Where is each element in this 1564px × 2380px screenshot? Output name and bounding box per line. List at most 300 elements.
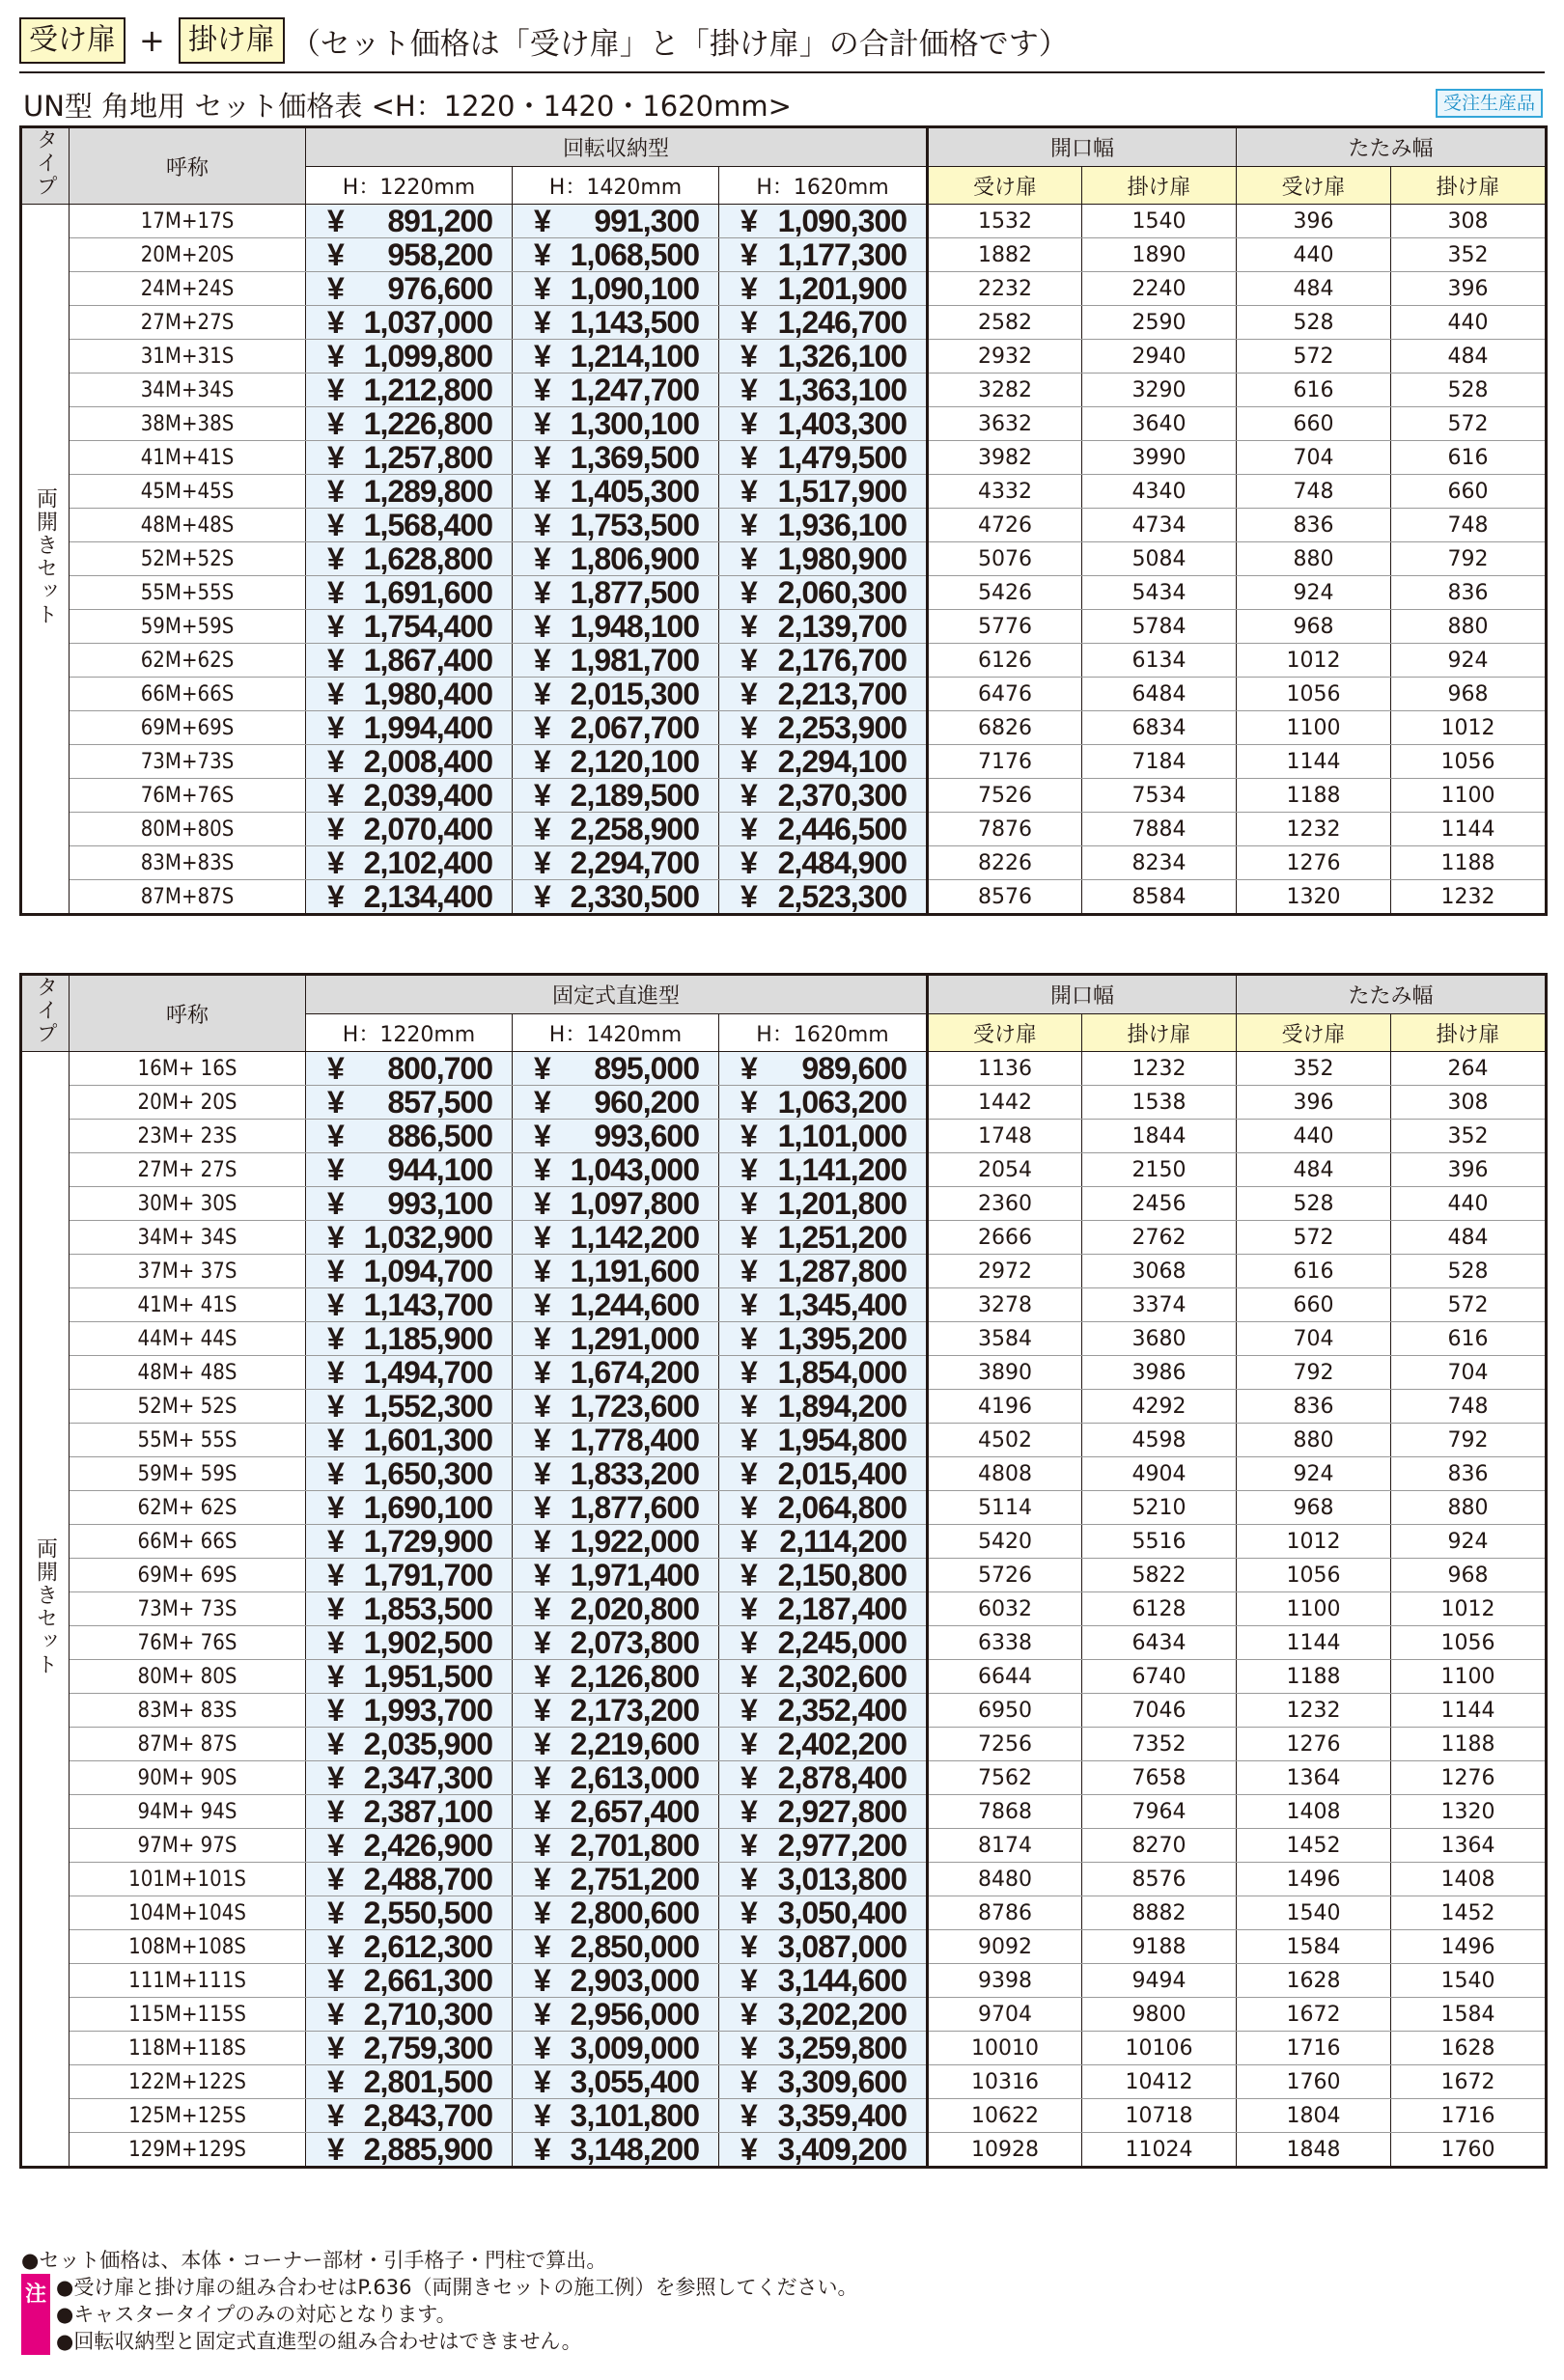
yen-sign: ¥: [534, 1152, 550, 1187]
yen-sign: ¥: [327, 2031, 344, 2065]
opening-uke-cell: 4726: [928, 509, 1082, 542]
price-cell: [306, 2133, 513, 2168]
yen-sign: ¥: [534, 1929, 550, 1964]
price-value: 1,936,100: [777, 508, 908, 542]
yen-sign: ¥: [327, 1220, 344, 1255]
price-cell: [306, 1930, 513, 1964]
price-cell: [306, 1592, 513, 1626]
price-cell: [513, 441, 719, 475]
folded-uke-cell: 1100: [1237, 711, 1391, 745]
yen-sign: ¥: [740, 1659, 757, 1694]
opening-uke-cell: 5114: [928, 1491, 1082, 1525]
yen-sign: ¥: [534, 1490, 550, 1525]
price-cell: [513, 1896, 719, 1930]
opening-uke-cell: 5426: [928, 576, 1082, 610]
yen-sign: ¥: [740, 1423, 757, 1457]
folded-kake-cell: 440: [1391, 306, 1547, 340]
table-row: [21, 1288, 1547, 1322]
folded-kake-cell: 352: [1391, 238, 1547, 272]
group-header: 回転収納型: [306, 127, 928, 167]
model-name-cell: 59M+59S: [70, 610, 306, 644]
price-value: 2,710,300: [363, 1997, 492, 2032]
yen-sign: ¥: [327, 1591, 344, 1626]
price-cell: [306, 779, 513, 813]
yen-sign: ¥: [740, 643, 757, 678]
price-value: 1,363,100: [777, 373, 908, 407]
model-name-cell: 20M+ 20S: [70, 1086, 306, 1120]
price-value: 1,226,800: [363, 406, 492, 441]
table-row: [21, 340, 1547, 374]
model-name-cell: 34M+34S: [70, 374, 306, 407]
folded-uke-cell: 1672: [1237, 1998, 1391, 2032]
folded-kake-cell: 1408: [1391, 1863, 1547, 1896]
price-value: 2,015,400: [777, 1456, 907, 1491]
model-name-cell: 94M+ 94S: [70, 1795, 306, 1829]
model-name-cell: 62M+62S: [70, 644, 306, 678]
price-value: 2,258,900: [570, 812, 699, 846]
price-cell: [719, 1829, 928, 1863]
price-value: 1,403,300: [777, 406, 908, 441]
price-cell: [719, 1390, 928, 1424]
folded-kake-cell: 1364: [1391, 1829, 1547, 1863]
price-cell: [719, 2065, 928, 2099]
opening-kake-cell: 8584: [1082, 880, 1237, 915]
price-cell: [306, 1457, 513, 1491]
price-cell: [306, 1086, 513, 1120]
price-value: 1,954,800: [777, 1423, 907, 1457]
folded-kake-cell: 836: [1391, 1457, 1547, 1491]
table-row: [21, 576, 1547, 610]
yen-sign: ¥: [534, 1321, 550, 1356]
price-cell: [513, 1153, 719, 1187]
opening-uke-cell: 10928: [928, 2133, 1082, 2168]
folded-uke-cell: 968: [1237, 1491, 1391, 1525]
price-cell: [306, 1559, 513, 1592]
opening-kake-cell: 6740: [1082, 1660, 1237, 1694]
price-value: 2,751,200: [570, 1862, 699, 1896]
price-cell: [306, 1998, 513, 2032]
price-cell: [306, 407, 513, 441]
price-cell: [513, 1288, 719, 1322]
yen-sign: ¥: [327, 879, 344, 914]
price-value: 1,552,300: [363, 1389, 492, 1424]
yen-sign: ¥: [740, 1558, 757, 1592]
price-value: 2,701,800: [570, 1828, 699, 1863]
model-name-cell: 122M+122S: [70, 2065, 306, 2099]
folded-uke-cell: 880: [1237, 542, 1391, 576]
price-value: 1,754,400: [363, 609, 492, 644]
folded-uke-cell: 1452: [1237, 1829, 1391, 1863]
table-row: [21, 542, 1547, 576]
price-value: 1,853,500: [363, 1591, 492, 1626]
table-row: [21, 1930, 1547, 1964]
yen-sign: ¥: [327, 541, 344, 576]
price-cell: [513, 475, 719, 509]
price-cell: [513, 1086, 719, 1120]
price-cell: [513, 340, 719, 374]
opening-uke-cell: 3278: [928, 1288, 1082, 1322]
folded-kake-cell: 748: [1391, 1390, 1547, 1424]
price-cell: [719, 2032, 928, 2065]
price-value: 2,150,800: [777, 1558, 907, 1592]
opening-uke-cell: 3982: [928, 441, 1082, 475]
yen-sign: ¥: [327, 1186, 344, 1221]
table-row: [21, 2065, 1547, 2099]
opening-kake-cell: 5822: [1082, 1559, 1237, 1592]
table-row: [21, 610, 1547, 644]
price-cell: [719, 813, 928, 846]
table-row: [21, 813, 1547, 846]
price-cell: [513, 2099, 719, 2133]
yen-sign: ¥: [740, 1389, 757, 1424]
price-cell: [719, 1288, 928, 1322]
price-value: 891,200: [387, 204, 492, 238]
yen-sign: ¥: [534, 1254, 550, 1288]
model-name-cell: 16M+ 16S: [70, 1052, 306, 1086]
table-row: [21, 1694, 1547, 1728]
note-marker: 注: [21, 2274, 50, 2355]
yen-sign: ¥: [534, 339, 550, 374]
yen-sign: ¥: [740, 812, 757, 846]
yen-sign: ¥: [327, 1119, 344, 1153]
folded-uke-cell: 924: [1237, 576, 1391, 610]
model-name-cell: 80M+80S: [70, 813, 306, 846]
model-name-cell: 104M+104S: [70, 1896, 306, 1930]
table-row: [21, 272, 1547, 306]
opening-kake-cell: 5784: [1082, 610, 1237, 644]
opening-uke-cell: 4808: [928, 1457, 1082, 1491]
price-table-rotary: [19, 125, 1548, 916]
yen-sign: ¥: [534, 710, 550, 745]
opening-kake-cell: 3640: [1082, 407, 1237, 441]
folded-kake-cell: 1012: [1391, 1592, 1547, 1626]
yen-sign: ¥: [740, 1963, 757, 1998]
model-name-cell: 27M+ 27S: [70, 1153, 306, 1187]
price-cell: [306, 509, 513, 542]
price-value: 1,141,200: [777, 1152, 907, 1187]
price-value: 2,120,100: [570, 744, 699, 779]
opening-kake-cell: 8234: [1082, 846, 1237, 880]
price-value: 1,090,300: [777, 204, 908, 238]
price-value: 1,674,200: [570, 1355, 699, 1390]
price-table-fixed: [19, 973, 1548, 2169]
price-value: 886,500: [387, 1119, 492, 1153]
folded-kake-cell: 1628: [1391, 2032, 1547, 2065]
page-header: [19, 14, 1069, 68]
opening-uke-cell: 4332: [928, 475, 1082, 509]
folded-uke-cell: 396: [1237, 205, 1391, 238]
price-cell: [306, 1322, 513, 1356]
price-value: 3,087,000: [777, 1929, 907, 1964]
model-name-cell: 41M+ 41S: [70, 1288, 306, 1322]
model-name-cell: 129M+129S: [70, 2133, 306, 2168]
yen-sign: ¥: [327, 1862, 344, 1896]
opening-uke-cell: 3632: [928, 407, 1082, 441]
yen-sign: ¥: [327, 271, 344, 306]
opening-uke-cell: 2054: [928, 1153, 1082, 1187]
yen-sign: ¥: [534, 1186, 550, 1221]
yen-sign: ¥: [534, 2064, 550, 2099]
folded-kake-cell: 968: [1391, 678, 1547, 711]
folded-kake-cell: 1672: [1391, 2065, 1547, 2099]
model-name-cell: 62M+ 62S: [70, 1491, 306, 1525]
folded-kake-cell: 1056: [1391, 745, 1547, 779]
folded-uke-cell: 1012: [1237, 1525, 1391, 1559]
table-row: [21, 1863, 1547, 1896]
price-cell: [719, 610, 928, 644]
folded-kake-cell: 1320: [1391, 1795, 1547, 1829]
price-cell: [513, 1356, 719, 1390]
folded-uke-cell: 836: [1237, 509, 1391, 542]
price-value: 1,043,000: [570, 1152, 699, 1187]
table-row: [21, 644, 1547, 678]
folded-kake-cell: 1584: [1391, 1998, 1547, 2032]
yen-sign: ¥: [740, 1254, 757, 1288]
price-value: 1,690,100: [363, 1490, 492, 1525]
opening-uke-cell: 3282: [928, 374, 1082, 407]
price-value: 1,300,100: [570, 406, 699, 441]
yen-sign: ¥: [740, 1456, 757, 1491]
price-cell: [306, 846, 513, 880]
opening-kake-cell: 4598: [1082, 1424, 1237, 1457]
table-row: [21, 1187, 1547, 1221]
yen-sign: ¥: [327, 474, 344, 509]
folded-uke-cell: 1232: [1237, 1694, 1391, 1728]
price-value: 1,877,500: [570, 575, 699, 610]
price-cell: [719, 846, 928, 880]
price-value: 3,050,400: [777, 1896, 907, 1930]
yen-sign: ¥: [534, 845, 550, 880]
yen-sign: ¥: [327, 575, 344, 610]
table-row: [21, 1221, 1547, 1255]
price-value: 1,971,400: [570, 1558, 699, 1592]
folded-kake-cell: 1716: [1391, 2099, 1547, 2133]
price-cell: [306, 610, 513, 644]
price-value: 2,903,000: [570, 1963, 699, 1998]
price-cell: [306, 813, 513, 846]
yen-sign: ¥: [327, 744, 344, 779]
table-row: [21, 407, 1547, 441]
yen-sign: ¥: [740, 1693, 757, 1728]
price-value: 1,090,100: [570, 271, 699, 306]
model-name-cell: 30M+ 30S: [70, 1187, 306, 1221]
price-value: 1,094,700: [363, 1254, 492, 1288]
price-value: 2,402,200: [777, 1727, 907, 1761]
table-row: [21, 1390, 1547, 1424]
yen-sign: ¥: [327, 204, 344, 238]
model-name-cell: 48M+ 48S: [70, 1356, 306, 1390]
price-cell: [719, 1660, 928, 1694]
table-row: [21, 1728, 1547, 1761]
price-value: 2,426,900: [363, 1828, 492, 1863]
price-cell: [513, 1728, 719, 1761]
price-cell: [306, 1221, 513, 1255]
price-cell: [306, 1052, 513, 1086]
price-value: 2,015,300: [570, 677, 699, 711]
price-value: 1,980,900: [777, 541, 908, 576]
price-value: 1,650,300: [363, 1456, 492, 1491]
folded-uke-cell: 572: [1237, 1221, 1391, 1255]
price-value: 1,723,600: [570, 1389, 699, 1424]
price-cell: [306, 1424, 513, 1457]
price-value: 1,867,400: [363, 643, 492, 678]
folded-kake-cell: 352: [1391, 1120, 1547, 1153]
yen-sign: ¥: [740, 1862, 757, 1896]
folded-uke-cell: 1804: [1237, 2099, 1391, 2133]
folded-kake-cell: 308: [1391, 205, 1547, 238]
price-value: 1,246,700: [777, 305, 908, 340]
opening-uke-cell: 9704: [928, 1998, 1082, 2032]
model-name-cell: 97M+ 97S: [70, 1829, 306, 1863]
folded-kake-cell: 616: [1391, 441, 1547, 475]
price-value: 1,395,200: [777, 1321, 907, 1356]
yen-sign: ¥: [327, 1051, 344, 1086]
price-value: 2,330,500: [570, 879, 699, 914]
price-value: 1,326,100: [777, 339, 908, 374]
price-value: 2,035,900: [363, 1727, 492, 1761]
opening-kake-cell: 2456: [1082, 1187, 1237, 1221]
price-cell: [306, 1694, 513, 1728]
yen-sign: ¥: [327, 1760, 344, 1795]
notes: [21, 2247, 606, 2274]
price-value: 3,055,400: [570, 2064, 699, 2099]
price-cell: [306, 1863, 513, 1896]
price-value: 2,878,400: [777, 1760, 907, 1795]
price-cell: [719, 1086, 928, 1120]
price-cell: [513, 644, 719, 678]
h1620-header: H：1620mm: [719, 167, 928, 205]
yen-sign: ¥: [740, 2064, 757, 2099]
yen-sign: ¥: [327, 1085, 344, 1120]
yen-sign: ¥: [327, 1287, 344, 1322]
table-row: [21, 238, 1547, 272]
price-cell: [513, 846, 719, 880]
price-cell: [513, 1694, 719, 1728]
price-value: 2,020,800: [570, 1591, 699, 1626]
yen-sign: ¥: [740, 1727, 757, 1761]
note-3: ●キャスタータイプのみの対応となります。: [56, 2303, 457, 2326]
folded-uke-cell: 1056: [1237, 678, 1391, 711]
price-cell: [306, 1896, 513, 1930]
yen-sign: ¥: [327, 677, 344, 711]
h1420-header: H：1420mm: [513, 1014, 719, 1052]
price-value: 976,600: [387, 271, 492, 306]
kake-header: 掛け扉: [1082, 167, 1237, 205]
yen-sign: ¥: [327, 1423, 344, 1457]
opening-kake-cell: 5084: [1082, 542, 1237, 576]
price-value: 1,214,100: [570, 339, 699, 374]
opening-uke-cell: 8576: [928, 880, 1082, 915]
model-name-cell: 31M+31S: [70, 340, 306, 374]
price-cell: [513, 1592, 719, 1626]
price-cell: [513, 306, 719, 340]
folded-kake-cell: 528: [1391, 1255, 1547, 1288]
price-value: 1,494,700: [363, 1355, 492, 1390]
uke-header: 受け扉: [1237, 1014, 1391, 1052]
model-name-cell: 125M+125S: [70, 2099, 306, 2133]
price-value: 1,922,000: [570, 1524, 699, 1559]
price-value: 2,612,300: [363, 1929, 492, 1964]
folded-uke-cell: 616: [1237, 374, 1391, 407]
price-value: 1,369,500: [570, 440, 699, 475]
yen-sign: ¥: [327, 1254, 344, 1288]
opening-kake-cell: 6134: [1082, 644, 1237, 678]
kake-header: 掛け扉: [1082, 1014, 1237, 1052]
price-value: 1,143,500: [570, 305, 699, 340]
price-cell: [719, 644, 928, 678]
price-cell: [513, 1255, 719, 1288]
opening-uke-cell: 6826: [928, 711, 1082, 745]
folded-uke-cell: 792: [1237, 1356, 1391, 1390]
yen-sign: ¥: [327, 1693, 344, 1728]
model-name-cell: 76M+ 76S: [70, 1626, 306, 1660]
price-value: 2,073,800: [570, 1625, 699, 1660]
price-cell: [513, 542, 719, 576]
price-value: 2,294,700: [570, 845, 699, 880]
opening-kake-cell: 1232: [1082, 1052, 1237, 1086]
price-cell: [306, 238, 513, 272]
price-cell: [719, 1322, 928, 1356]
table-row: [21, 1761, 1547, 1795]
price-value: 2,347,300: [363, 1760, 492, 1795]
opening-kake-cell: 5210: [1082, 1491, 1237, 1525]
price-cell: [719, 272, 928, 306]
opening-kake-cell: 7534: [1082, 779, 1237, 813]
yen-sign: ¥: [534, 237, 550, 272]
folded-uke-cell: 968: [1237, 610, 1391, 644]
yen-sign: ¥: [740, 2132, 757, 2167]
price-cell: [719, 1694, 928, 1728]
price-value: 2,657,400: [570, 1794, 699, 1829]
yen-sign: ¥: [534, 406, 550, 441]
price-cell: [719, 407, 928, 441]
h1620-header: H：1620mm: [719, 1014, 928, 1052]
opening-uke-cell: 9398: [928, 1964, 1082, 1998]
price-value: 1,142,200: [570, 1220, 699, 1255]
yen-sign: ¥: [740, 373, 757, 407]
table-row: [21, 1559, 1547, 1592]
folded-uke-cell: 880: [1237, 1424, 1391, 1457]
folded-kake-cell: 1188: [1391, 1728, 1547, 1761]
opening-kake-cell: 6484: [1082, 678, 1237, 711]
price-cell: [513, 1221, 719, 1255]
opening-uke-cell: 2972: [928, 1255, 1082, 1288]
folded-uke-cell: 1144: [1237, 1626, 1391, 1660]
price-value: 1,981,700: [570, 643, 699, 678]
price-cell: [513, 1626, 719, 1660]
model-name-cell: 111M+111S: [70, 1964, 306, 1998]
price-cell: [306, 374, 513, 407]
opening-kake-cell: 6834: [1082, 711, 1237, 745]
yen-sign: ¥: [327, 1558, 344, 1592]
table-row: [21, 678, 1547, 711]
opening-uke-cell: 7526: [928, 779, 1082, 813]
price-value: 1,032,900: [363, 1220, 492, 1255]
folded-kake-cell: 1144: [1391, 813, 1547, 846]
price-cell: [719, 1255, 928, 1288]
yen-sign: ¥: [534, 643, 550, 678]
folded-uke-cell: 1320: [1237, 880, 1391, 915]
price-cell: [306, 1120, 513, 1153]
opening-kake-cell: 7884: [1082, 813, 1237, 846]
price-value: 1,289,800: [363, 474, 492, 509]
price-value: 2,213,700: [777, 677, 908, 711]
type-cell: 両開きセット: [21, 1052, 70, 2168]
folded-uke-cell: 440: [1237, 1120, 1391, 1153]
yen-sign: ¥: [327, 1963, 344, 1998]
table-row: [21, 475, 1547, 509]
model-name-cell: 24M+24S: [70, 272, 306, 306]
